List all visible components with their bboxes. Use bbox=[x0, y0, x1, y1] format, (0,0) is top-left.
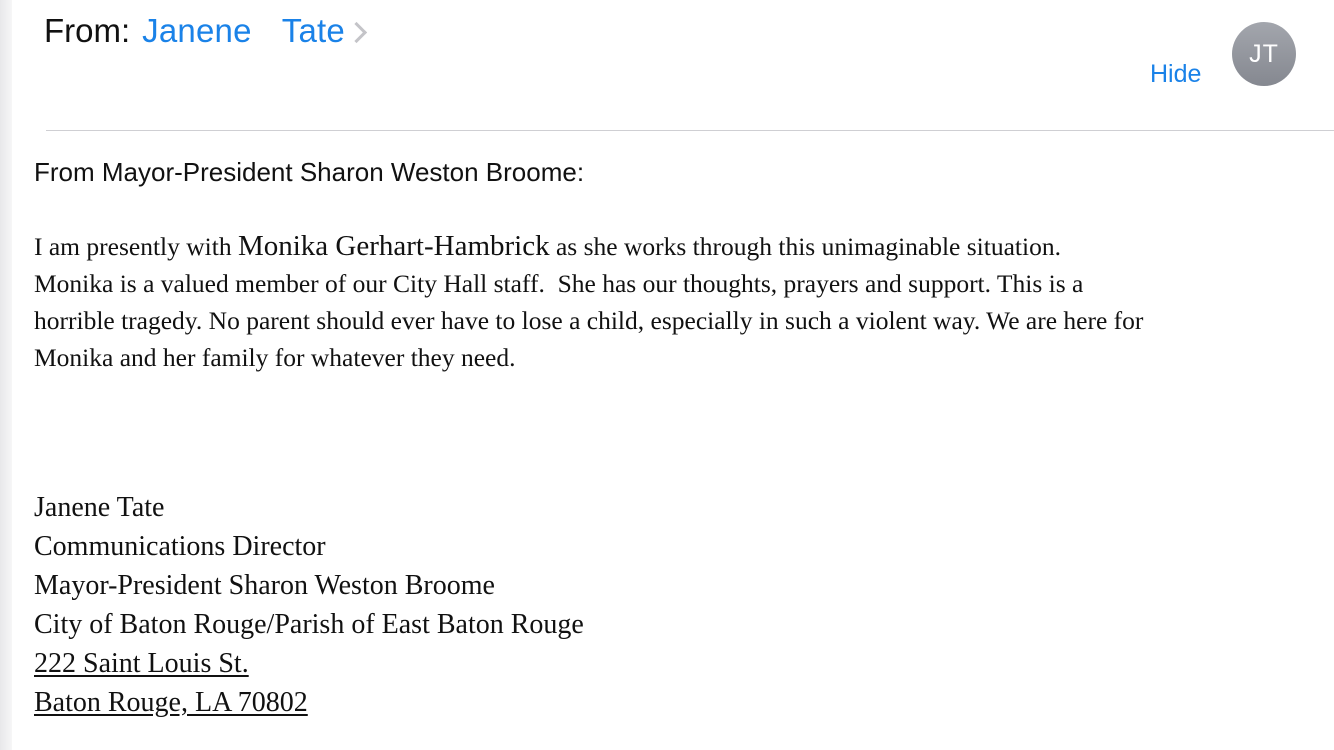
message-line-1 bbox=[34, 232, 1061, 261]
email-signature bbox=[34, 488, 584, 722]
from-line bbox=[44, 12, 364, 50]
signature-title: Communications Director bbox=[34, 531, 326, 562]
email-header bbox=[0, 0, 1334, 130]
message-line-3: horrible tragedy. No parent should ever have to lose a child, especially in such a violent way. We are here for bbox=[34, 306, 1144, 335]
sender-name-link[interactable]: Janene Tate bbox=[142, 12, 345, 49]
email-body bbox=[34, 152, 1324, 376]
signature-address-city-link[interactable]: Baton Rouge, LA 70802 bbox=[34, 687, 308, 718]
message-line-4: Monika and her family for whatever they need. bbox=[34, 343, 516, 372]
avatar[interactable] bbox=[1232, 22, 1296, 86]
intro-line: From Mayor-President Sharon Weston Broome: bbox=[34, 157, 585, 187]
header-divider bbox=[46, 130, 1334, 131]
from-label: From: bbox=[44, 12, 131, 49]
message-person-name: Monika Gerhart-Hambrick bbox=[237, 230, 550, 262]
signature-address-street-link[interactable]: 222 Saint Louis St. bbox=[34, 648, 249, 679]
chevron-right-icon[interactable] bbox=[346, 21, 367, 42]
signature-organization: City of Baton Rouge/Parish of East Baton Rouge bbox=[34, 609, 584, 640]
message-line-2: Monika is a valued member of our City Hall staff. She has our thoughts, prayers and support. This is a bbox=[34, 269, 1084, 298]
message-paragraph bbox=[34, 228, 1324, 376]
signature-name: Janene Tate bbox=[34, 492, 165, 523]
avatar-initials: JT bbox=[1249, 39, 1279, 68]
message-text: I am presently with bbox=[34, 232, 238, 261]
hide-details-link[interactable]: Hide bbox=[1150, 60, 1202, 88]
signature-office: Mayor-President Sharon Weston Broome bbox=[34, 570, 495, 601]
message-text: as she works through this unimaginable situation. bbox=[549, 232, 1061, 261]
